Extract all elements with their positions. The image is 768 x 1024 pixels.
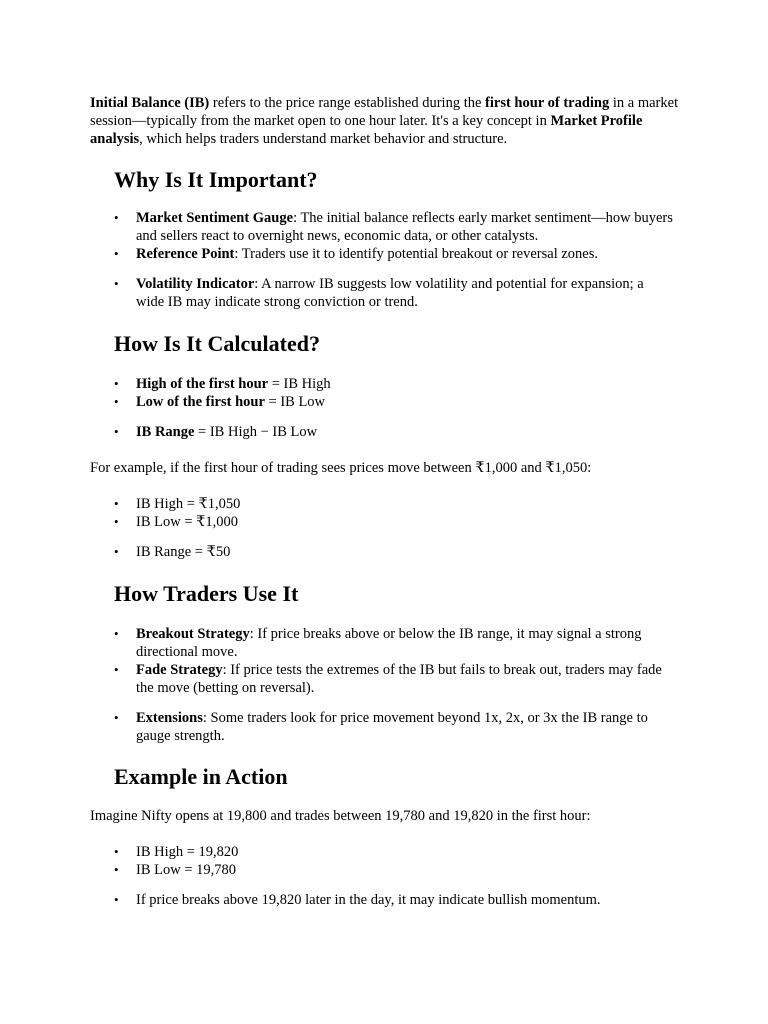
list-item: • Volatility Indicator: A narrow IB suggests low volatility and potential for expansion; a wide IB may indicate strong conviction or trend. bbox=[114, 275, 674, 311]
list-item: • Low of the first hour = IB Low bbox=[114, 393, 674, 411]
heading-why-important: Why Is It Important? bbox=[114, 167, 318, 192]
heading-how-calculated: How Is It Calculated? bbox=[114, 331, 320, 356]
example-paragraph: For example, if the first hour of trading sees prices move between ₹1,000 and ₹1,050: bbox=[90, 460, 592, 476]
example-values-list bbox=[114, 495, 674, 561]
list-item: • IB High = ₹1,050 bbox=[114, 495, 674, 513]
trader-usage-list bbox=[114, 625, 674, 745]
list-item: • Extensions: Some traders look for price movement beyond 1x, 2x, or 3x the IB range to gauge strength. bbox=[114, 709, 674, 745]
list-item: • IB High = 19,820 bbox=[114, 843, 674, 861]
intro-term: Initial Balance (IB) bbox=[90, 95, 210, 111]
intro-paragraph bbox=[90, 94, 680, 148]
example-action-list bbox=[114, 843, 674, 909]
list-item: • IB Range = ₹50 bbox=[114, 543, 674, 561]
calculation-list bbox=[114, 375, 674, 441]
example-action-paragraph: Imagine Nifty opens at 19,800 and trades between 19,780 and 19,820 in the first hour: bbox=[90, 808, 591, 824]
intro-text-3: , which helps traders understand market behavior and structure. bbox=[139, 131, 508, 147]
intro-emphasis-2: Market Profile analysis bbox=[90, 113, 643, 147]
list-item: • Reference Point: Traders use it to identify potential breakout or reversal zones. bbox=[114, 245, 674, 263]
list-item: • Fade Strategy: If price tests the extremes of the IB but fails to break out, traders may fade the move (betting on reversal). bbox=[114, 661, 674, 697]
list-item: • High of the first hour = IB High bbox=[114, 375, 674, 393]
intro-text-1: refers to the price range established during the bbox=[209, 95, 486, 111]
list-item: • IB Low = 19,780 bbox=[114, 861, 674, 879]
list-item: • IB Range = IB High − IB Low bbox=[114, 423, 674, 441]
why-important-list bbox=[114, 209, 674, 311]
list-item: • Breakout Strategy: If price breaks above or below the IB range, it may signal a strong directional move. bbox=[114, 625, 674, 661]
list-item: • Market Sentiment Gauge: The initial balance reflects early market sentiment—how buyers and sellers react to overnight news, economic data, or other catalysts. bbox=[114, 209, 674, 245]
intro-emphasis-1: first hour of trading bbox=[485, 95, 610, 111]
intro-text-2: in a market session—typically from the market open to one hour later. It's a key concept in bbox=[90, 95, 679, 129]
heading-example-in-action: Example in Action bbox=[114, 764, 288, 789]
heading-how-traders-use: How Traders Use It bbox=[114, 581, 299, 606]
list-item: • IB Low = ₹1,000 bbox=[114, 513, 674, 531]
list-item: • If price breaks above 19,820 later in the day, it may indicate bullish momentum. bbox=[114, 891, 674, 909]
